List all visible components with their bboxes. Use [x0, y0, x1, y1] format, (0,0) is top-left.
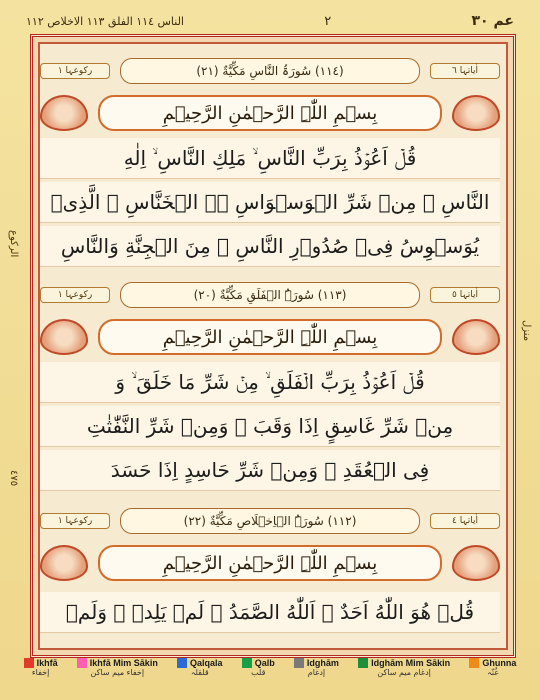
ayah-line: مِنۡ شَرِّ غَاسِقٍ اِذَا وَقَبَ ۙ وَمِنۡ شَرِّ النَّفّٰثٰتِ: [40, 406, 500, 447]
legend-item-top: [24, 658, 58, 668]
legend-label-en: Ghunna: [482, 658, 517, 668]
legend-color-swatch: [358, 658, 368, 668]
ayah-line: قُلۡ اَعُوۡذُ بِرَبِّ النَّاسِ ۙ مَلِكِ النَّاسِ ۙ اِلٰهِ: [40, 138, 500, 179]
side-mark-right: منزل: [521, 320, 532, 342]
tajweed-legend: [0, 658, 540, 696]
ayah-line: فِى الۡعُقَدِ ۙ وَمِنۡ شَرِّ حَاسِدٍ اِذَا حَسَدَ: [40, 450, 500, 491]
ruku-badge: رکوعہا ١: [40, 63, 110, 79]
legend-color-swatch: [242, 658, 252, 668]
ayat-count-badge: اٰیاتہا ٥: [430, 287, 500, 303]
legend-color-swatch: [77, 658, 87, 668]
basmala: بِسۡمِ اللّٰہِ الرَّحۡمٰنِ الرَّحِیۡمِ: [98, 319, 442, 355]
ruku-badge: رکوعہا ١: [40, 513, 110, 529]
legend-label-ar: إخفاء میم ساکن: [90, 668, 145, 677]
legend-label-ar: إدغام: [307, 668, 326, 677]
legend-label-en: Qalqala: [190, 658, 223, 668]
legend-item-top: [469, 658, 516, 668]
legend-item: [242, 658, 275, 677]
surah-title: (١١٤) سُورَۃُ النَّاسِ مَكِّيَّةٌ (٢١): [120, 58, 420, 84]
legend-item-top: [77, 658, 158, 668]
legend-label-en: Qalb: [254, 658, 275, 668]
ornament-right: [452, 319, 500, 355]
legend-item-top: [242, 658, 275, 668]
legend-label-ar: إدغام میم ساکن: [377, 668, 431, 677]
basmala-row-nas: [40, 94, 500, 132]
legend-label-en: Ikhfā: [36, 658, 58, 668]
ayah-line: قُلۡ هُوَ اللّٰهُ اَحَدٌ ۚ اَللّٰهُ الصَّمَدُ ۚ لَمۡ يَلِدۡ ۙ وَلَمۡ: [40, 592, 500, 633]
legend-label-en: Idghām: [306, 658, 339, 668]
surah-title: (١١٣) سُورَۃُ الۡفَلَقِ مَكِّيَّةٌ (٢٠): [120, 282, 420, 308]
legend-label-ar: قلب: [251, 668, 266, 677]
legend-item-top: [294, 658, 339, 668]
legend-label-en: Ikhfā Mim Sākin: [89, 658, 158, 668]
side-mark-left-bottom: ٤٧٥: [8, 470, 19, 487]
ayah-line: النَّاسِ ۙ مِنۡ شَرِّ الۡوَسۡوَاسِ ۬ۙ الۡخَنَّاسِ ۙ الَّذِىۡ: [40, 182, 500, 223]
basmala: بِسۡمِ اللّٰہِ الرَّحۡمٰنِ الرَّحِیۡمِ: [98, 95, 442, 131]
ruku-badge: رکوعہا ١: [40, 287, 110, 303]
ayah-line: يُوَسۡوِسُ فِىۡ صُدُوۡرِ النَّاسِ ۙ مِنَ الۡجِنَّةِ وَالنَّاسِ: [40, 226, 500, 267]
ornament-left: [40, 319, 88, 355]
legend-label-ar: غُنّہ: [487, 668, 499, 677]
legend-item: [294, 658, 339, 677]
legend-label-en: Idghām Mim Sākin: [371, 658, 451, 668]
basmala: بِسۡمِ اللّٰہِ الرَّحۡمٰنِ الرَّحِیۡمِ: [98, 545, 442, 581]
juz-label: عم ٣٠: [471, 13, 514, 29]
surah-header-falaq: [40, 280, 500, 310]
ornament-left: [40, 545, 88, 581]
legend-item: [469, 658, 516, 677]
basmala-row-falaq: [40, 318, 500, 356]
surah-header-nas: [40, 56, 500, 86]
legend-label-ar: قلقلہ: [190, 668, 209, 677]
legend-color-swatch: [469, 658, 479, 668]
ayah-line: قُلۡ اَعُوۡذُ بِرَبِّ الۡفَلَقِ ۙ مِنۡ شَرِّ مَا خَلَقَ ۙ وَ: [40, 362, 500, 403]
page-header: [26, 10, 514, 32]
surah-list-label: الناس ١١٤ الفلق ١١٣ الاخلاص ١١٢: [26, 14, 184, 28]
ornament-right: [452, 95, 500, 131]
legend-item: [24, 658, 58, 677]
legend-item-top: [177, 658, 223, 668]
legend-color-swatch: [177, 658, 187, 668]
legend-item: [358, 658, 450, 677]
ayat-count-badge: اٰیاتہا ٦: [430, 63, 500, 79]
legend-label-ar: إخفاء: [31, 668, 50, 677]
legend-color-swatch: [294, 658, 304, 668]
side-mark-left-top: الركوع: [8, 230, 19, 258]
legend-item-top: [358, 658, 450, 668]
legend-color-swatch: [24, 658, 34, 668]
ornament-left: [40, 95, 88, 131]
legend-item: [77, 658, 158, 677]
surah-title: (١١٢) سُورَۃُ الۡاِخۡلَاصِ مَكِّيَّةٌ (٢٢): [120, 508, 420, 534]
basmala-row-ikhlas: [40, 544, 500, 582]
legend-item: [177, 658, 223, 677]
page-number: ٢: [324, 13, 332, 29]
ayat-count-badge: اٰیاتہا ٤: [430, 513, 500, 529]
ornament-right: [452, 545, 500, 581]
surah-header-ikhlas: [40, 506, 500, 536]
